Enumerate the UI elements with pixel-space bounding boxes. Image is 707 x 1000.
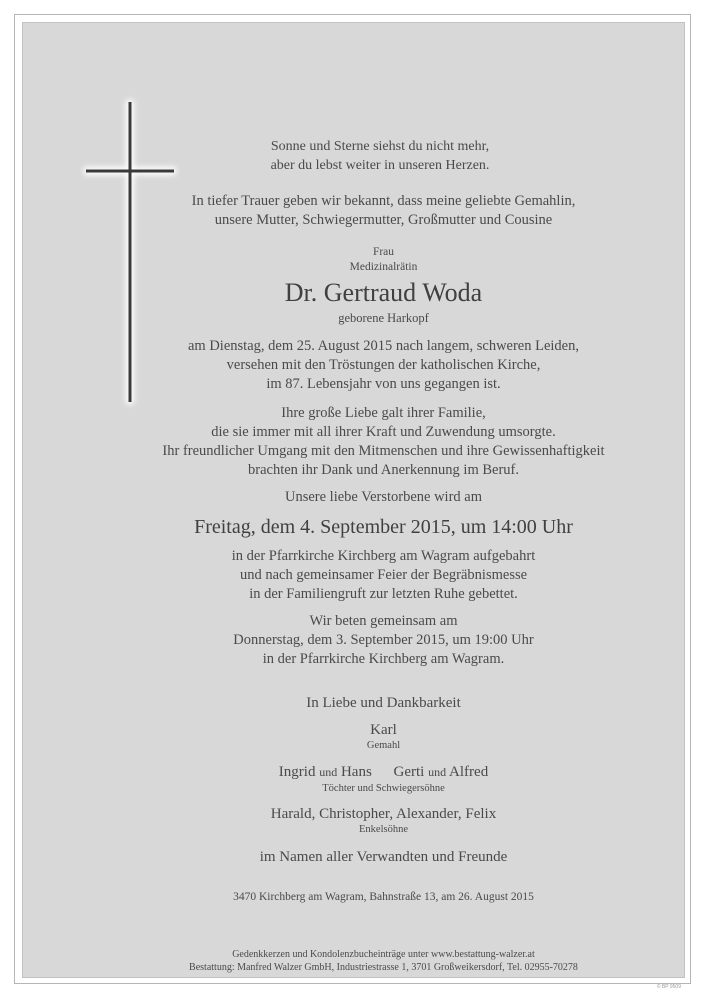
- tribute: [52, 404, 707, 480]
- title-role: Medizinalrätin: [349, 261, 418, 273]
- deceased-name: Dr. Gertraud Woda: [284, 278, 483, 307]
- corner-mark: © BP 9509: [656, 984, 681, 990]
- title-frau: Frau: [372, 246, 395, 258]
- child-name: Ingrid: [278, 764, 316, 780]
- prayer-line: Wir beten gemeinsam am: [309, 613, 458, 629]
- tribute-line: die sie immer mit all ihrer Kraft und Zuwendung umsorgte.: [211, 424, 556, 440]
- tribute-line: Ihr freundlicher Umgang mit den Mitmenschen und ihre Gewissenhaftigkeit: [162, 443, 605, 459]
- death-info: [52, 337, 707, 394]
- motto: [80, 137, 680, 175]
- funeral-details-line: in der Pfarrkirche Kirchberg am Wagram aufgebahrt: [231, 548, 536, 564]
- footer-line: Bestattung: Manfred Walzer GmbH, Industriestrasse 1, 3701 Großweikersdorf, Tel. 02955-70278: [189, 962, 578, 973]
- death-info-line: im 87. Lebensjahr von uns gegangen ist.: [266, 376, 501, 392]
- birth-name: geborene Harkopf: [338, 311, 429, 325]
- child-name: Alfred: [449, 764, 489, 780]
- relatives: im Namen aller Verwandten und Freunde: [259, 849, 508, 865]
- grandsons-role: Enkelsöhne: [359, 824, 408, 835]
- children-names: [52, 762, 707, 782]
- grandsons-names: Harald, Christopher, Alexander, Felix: [270, 806, 497, 822]
- funeral-details: [52, 547, 707, 604]
- funeral-details-line: und nach gemeinsamer Feier der Begräbnismesse: [239, 567, 528, 583]
- announcement-line: unsere Mutter, Schwiegermutter, Großmutter und Cousine: [214, 212, 553, 228]
- spouse-name: Karl: [370, 722, 397, 738]
- conjunction: und: [428, 765, 447, 779]
- footer: [52, 948, 707, 974]
- tribute-line: Ihre große Liebe galt ihrer Familie,: [281, 405, 486, 421]
- death-info-line: am Dienstag, dem 25. August 2015 nach langem, schweren Leiden,: [188, 338, 579, 354]
- place-date: 3470 Kirchberg am Wagram, Bahnstraße 13, am 26. August 2015: [233, 891, 534, 903]
- motto-line: Sonne und Sterne siehst du nicht mehr,: [270, 139, 490, 154]
- funeral-details-line: in der Familiengruft zur letzten Ruhe gebettet.: [249, 586, 518, 602]
- conjunction: und: [319, 765, 338, 779]
- spouse-role: Gemahl: [366, 740, 401, 751]
- prayer-line: Donnerstag, dem 3. September 2015, um 19:00 Uhr: [233, 632, 534, 648]
- prayer-line: in der Pfarrkirche Kirchberg am Wagram.: [262, 651, 505, 667]
- children-role: Töchter und Schwiegersöhne: [322, 783, 445, 794]
- footer-line: Gedenkkerzen und Kondolenzbucheinträge unter www.bestattung-walzer.at: [232, 949, 535, 960]
- closing: In Liebe und Dankbarkeit: [306, 695, 461, 711]
- funeral-date: Freitag, dem 4. September 2015, um 14:00 Uhr: [194, 516, 573, 538]
- child-name: Hans: [340, 764, 372, 780]
- tribute-line: brachten ihr Dank und Anerkennung im Beruf.: [248, 462, 519, 478]
- lying-intro: Unsere liebe Verstorbene wird am: [284, 489, 483, 505]
- death-info-line: versehen mit den Tröstungen der katholischen Kirche,: [226, 357, 541, 373]
- child-name: Gerti: [393, 764, 425, 780]
- motto-line: aber du lebst weiter in unseren Herzen.: [270, 158, 490, 173]
- announcement: [52, 192, 707, 230]
- prayer: [52, 612, 707, 669]
- announcement-line: In tiefer Trauer geben wir bekannt, dass meine geliebte Gemahlin,: [191, 193, 576, 209]
